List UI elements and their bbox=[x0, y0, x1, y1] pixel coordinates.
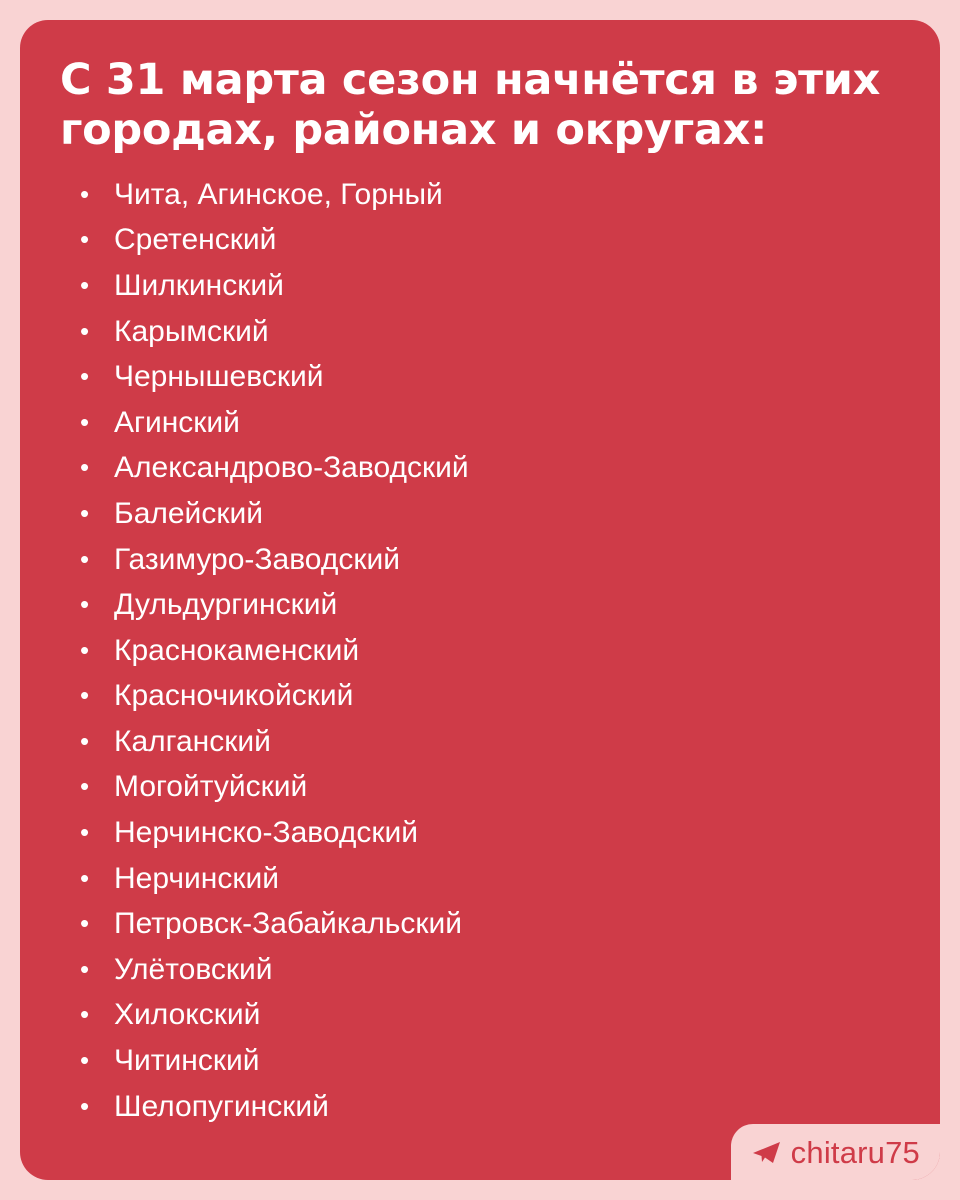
page-title: С 31 марта сезон начнётся в этих городах, районах и округах: bbox=[60, 55, 881, 155]
list-item: • Чита, Агинское, Горный bbox=[74, 172, 900, 218]
list-item: • Красночикойский bbox=[74, 673, 900, 719]
announcement-card bbox=[20, 20, 940, 1180]
city-list bbox=[60, 172, 900, 1129]
list-item: • Улётовский bbox=[74, 947, 900, 993]
channel-name: chitaru75 bbox=[790, 1135, 920, 1170]
list-item: • Читинский bbox=[74, 1038, 900, 1084]
list-item: • Балейский bbox=[74, 491, 900, 537]
list-item: • Карымский bbox=[74, 309, 900, 355]
telegram-icon bbox=[753, 1141, 781, 1165]
list-item: • Шелопугинский bbox=[74, 1084, 900, 1130]
list-item: • Сретенский bbox=[74, 217, 900, 263]
list-item: • Могойтуйский bbox=[74, 764, 900, 810]
list-item: • Петровск-Забайкальский bbox=[74, 901, 900, 947]
list-item: • Чернышевский bbox=[74, 354, 900, 400]
list-item: • Агинский bbox=[74, 400, 900, 446]
list-item: • Калганский bbox=[74, 719, 900, 765]
list-item: • Нерчинский bbox=[74, 856, 900, 902]
list-item: • Хилокский bbox=[74, 992, 900, 1038]
list-item: • Нерчинско-Заводский bbox=[74, 810, 900, 856]
list-item: • Шилкинский bbox=[74, 263, 900, 309]
list-item: • Краснокаменский bbox=[74, 628, 900, 674]
list-item: • Дульдургинский bbox=[74, 582, 900, 628]
channel-watermark bbox=[731, 1124, 940, 1180]
list-item: • Александрово-Заводский bbox=[74, 445, 900, 491]
list-item: • Газимуро-Заводский bbox=[74, 537, 900, 583]
